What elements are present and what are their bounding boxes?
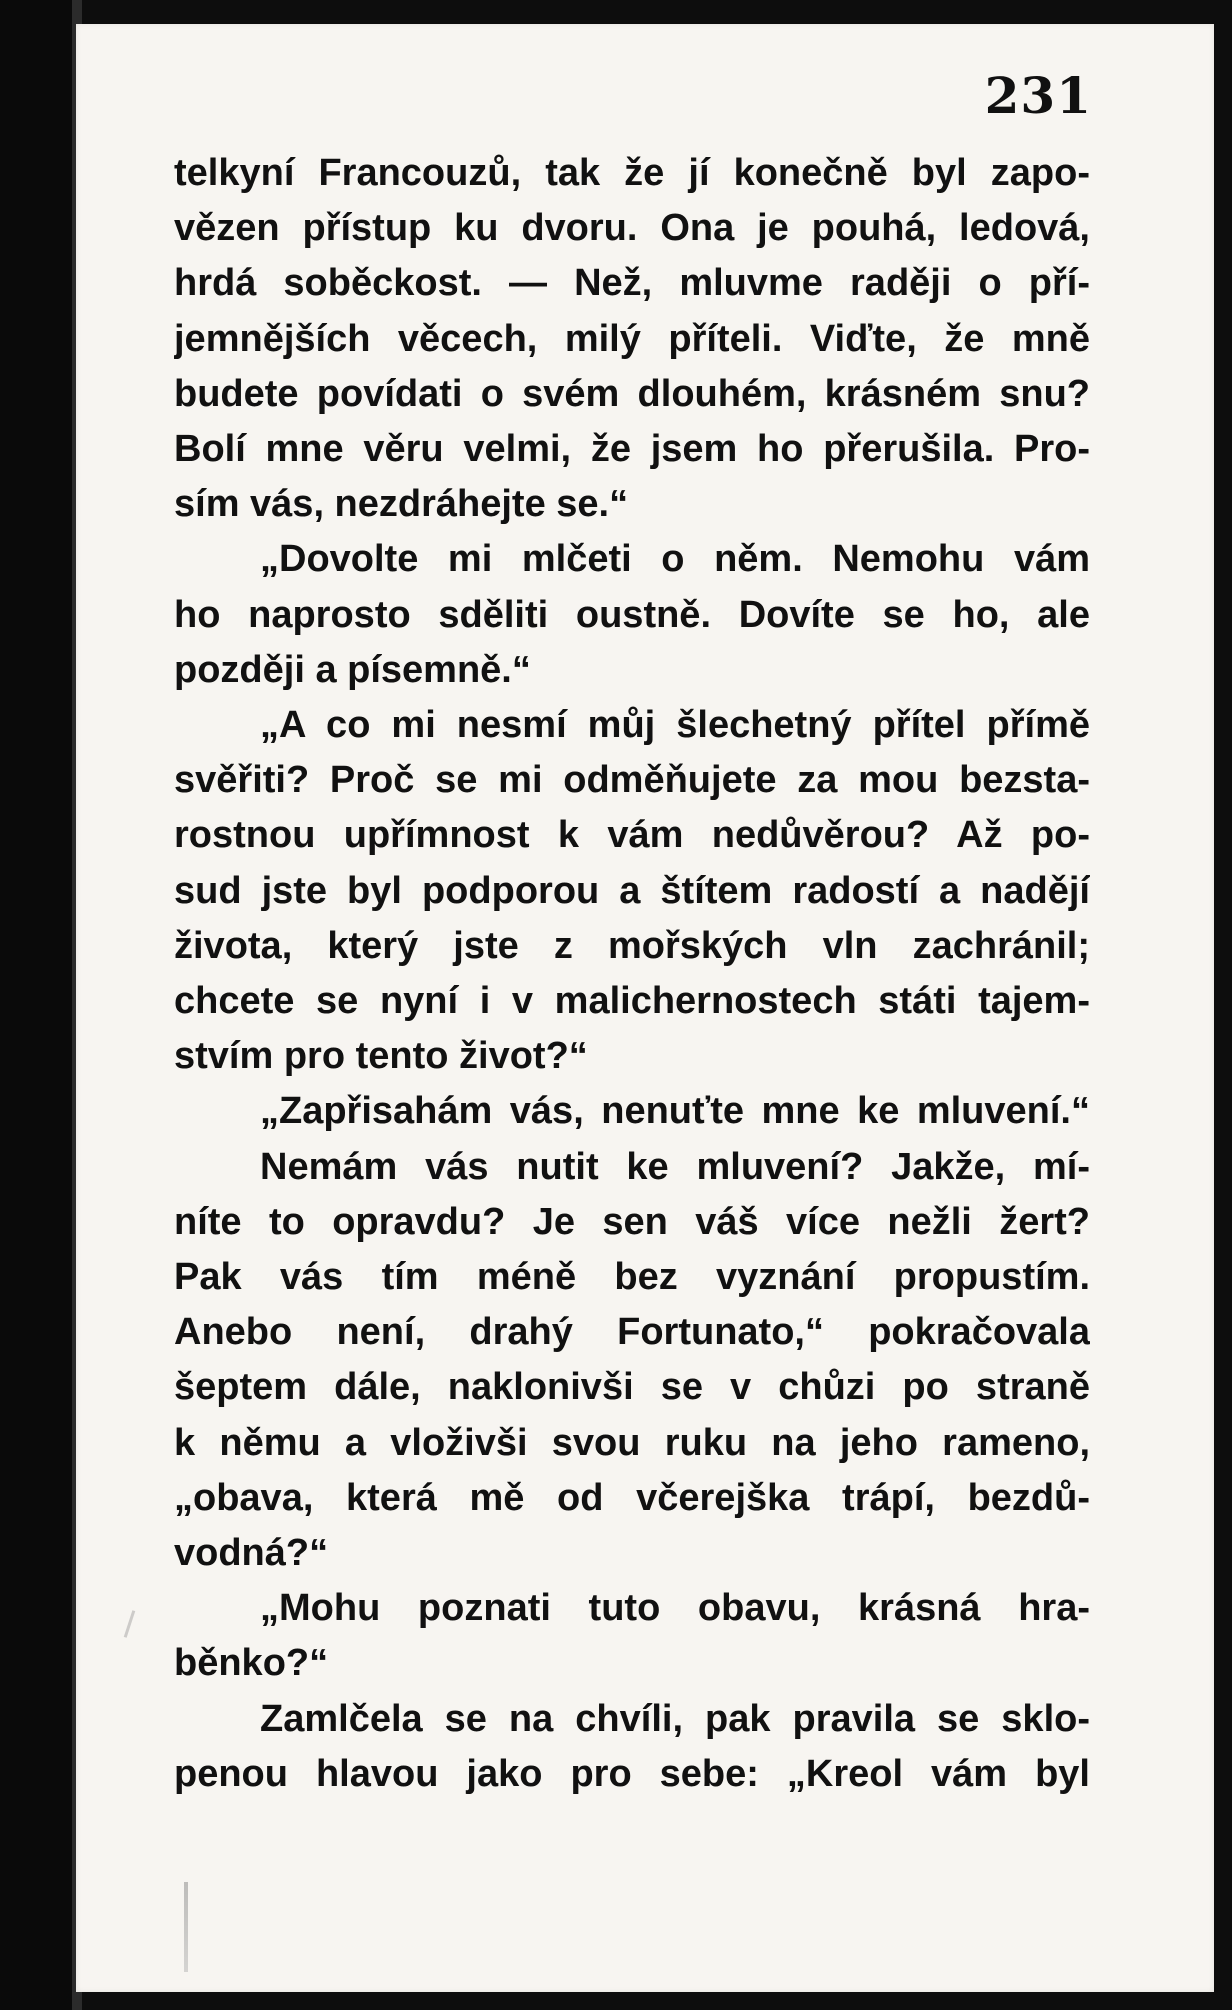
text-line: Bolí mne věru velmi, že jsem ho přerušila. Pro-: [174, 428, 1090, 471]
text-line: telkyní Francouzů, tak že jí konečně byl zapo-: [174, 152, 1090, 194]
text-line: ho naprosto sděliti oustně. Dovíte se ho, ale: [174, 593, 1090, 636]
text-line: Pak vás tím méně bez vyznání propustím.: [174, 1256, 1090, 1299]
text-line: sud jste byl podporou a štítem radostí a nadějí: [174, 869, 1090, 912]
text-line: „obava, která mě od včerejška trápí, bezdů-: [174, 1476, 1090, 1519]
page-text: [174, 146, 1090, 1802]
left-margin-shadow: [0, 0, 76, 2010]
text-line: stvím pro tento život?“: [174, 1035, 588, 1078]
text-line: života, který jste z mořských vln zachránil;: [174, 924, 1090, 967]
text-line: Zamlčela se na chvíli, pak pravila se sklo-: [260, 1697, 1090, 1740]
text-line: sím vás, nezdráhejte se.“: [174, 483, 629, 526]
margin-mark: [184, 1882, 188, 1972]
text-line: „Mohu poznati tuto obavu, krásná hra-: [260, 1587, 1090, 1630]
page-number: 231: [984, 66, 1092, 125]
text-line: rostnou upřímnost k vám nedůvěrou? Až po-: [174, 814, 1090, 857]
text-line: „Dovolte mi mlčeti o něm. Nemohu vám: [260, 538, 1090, 581]
text-line: svěřiti? Proč se mi odměňujete za mou bezsta-: [174, 759, 1090, 802]
text-line: hrdá soběckost. — Než, mluvme raději o pří-: [174, 262, 1090, 305]
text-line: chcete se nyní i v malichernostech státi tajem-: [174, 980, 1090, 1023]
text-line: k němu a vloživši svou ruku na jeho rameno,: [174, 1421, 1090, 1464]
text-line: níte to opravdu? Je sen váš více nežli žert?: [174, 1200, 1090, 1243]
text-line: penou hlavou jako pro sebe: „Kreol vám byl: [174, 1752, 1090, 1795]
text-line: Nemám vás nutit ke mluvení? Jakže, mí-: [260, 1145, 1090, 1188]
text-line: jemnějších věcech, milý příteli. Viďte, že mně: [174, 317, 1090, 360]
text-line: vězen přístup ku dvoru. Ona je pouhá, ledová,: [174, 207, 1090, 250]
text-line: Anebo není, drahý Fortunato,“ pokračovala: [174, 1311, 1090, 1354]
text-line: běnko?“: [174, 1642, 329, 1685]
text-line: později a písemně.“: [174, 648, 531, 691]
text-line: „A co mi nesmí můj šlechetný přítel přímě: [260, 704, 1090, 747]
text-line: šeptem dále, naklonivši se v chůzi po straně: [174, 1366, 1090, 1409]
text-line: budete povídati o svém dlouhém, krásném snu?: [174, 372, 1090, 415]
text-line: „Zapřisahám vás, nenuťte mne ke mluvení.“: [260, 1090, 1090, 1133]
text-line: vodná?“: [174, 1532, 329, 1575]
